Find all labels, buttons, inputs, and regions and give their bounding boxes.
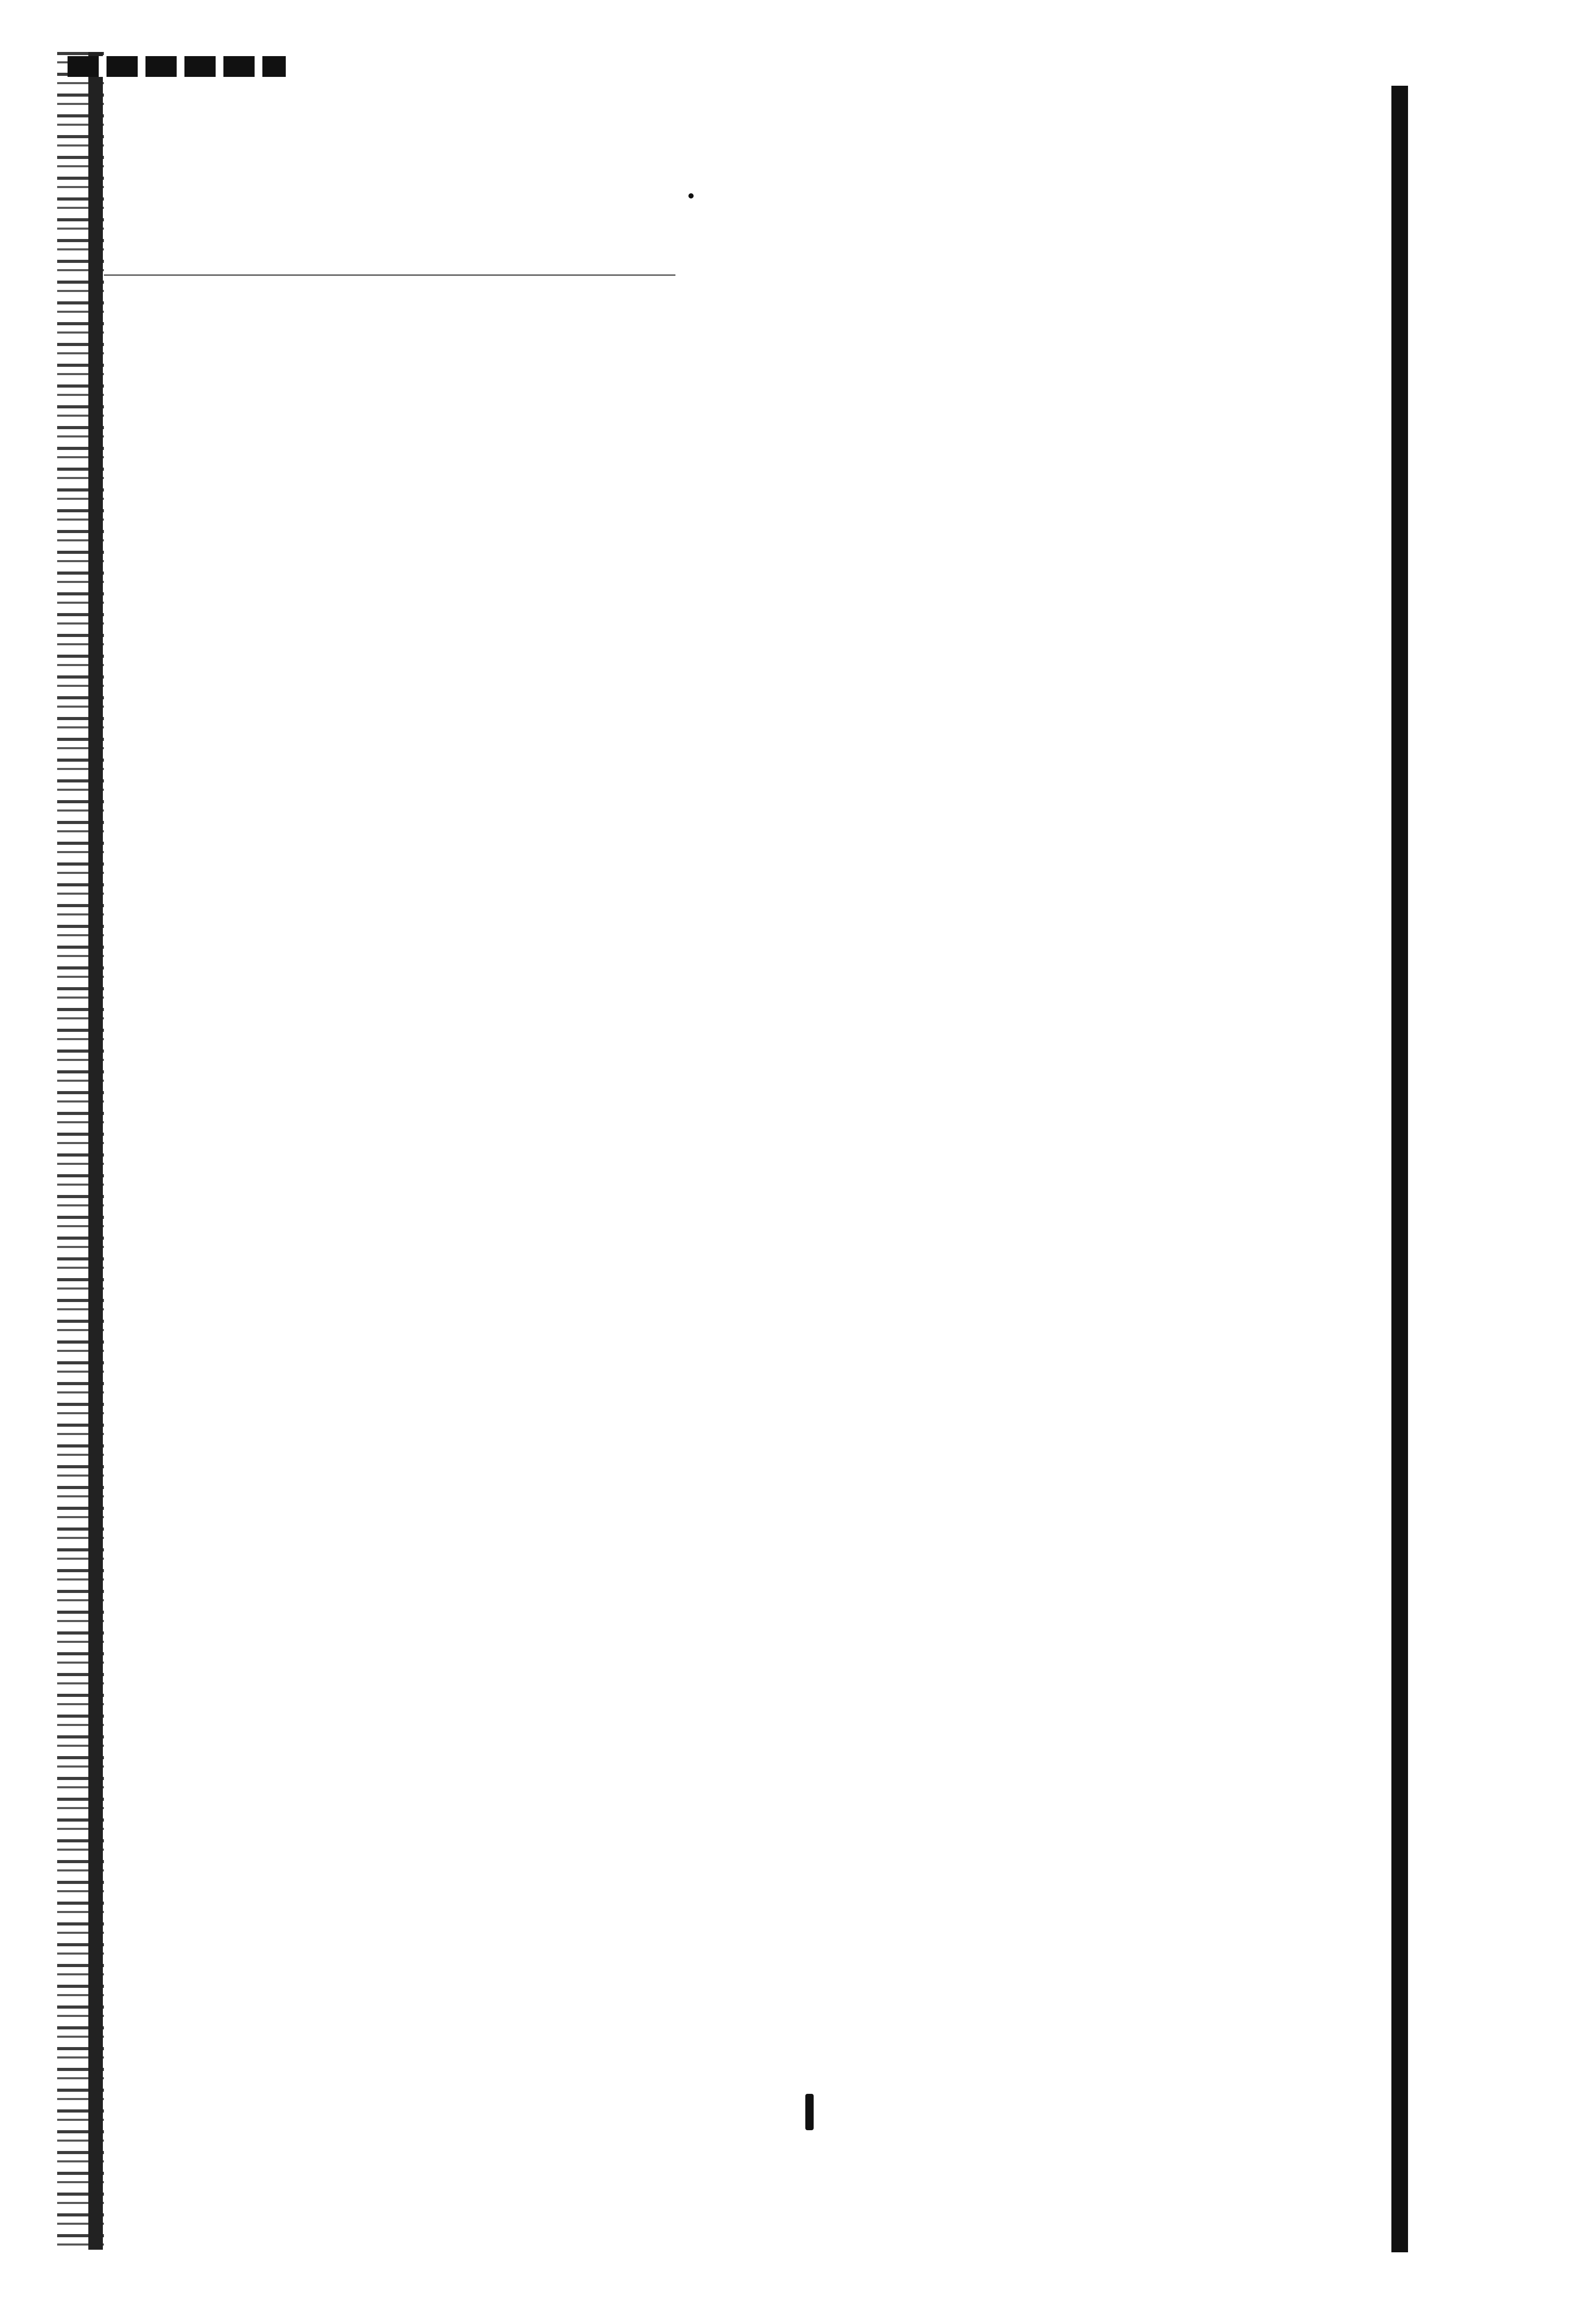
text-column xyxy=(338,361,1312,400)
dust-speck xyxy=(688,193,694,198)
scan-hairline xyxy=(104,274,675,276)
dust-speck xyxy=(805,2094,814,2130)
binding-top-marks xyxy=(68,56,286,77)
binding-edge xyxy=(88,52,103,2250)
page-edge-bar xyxy=(1391,86,1408,2252)
